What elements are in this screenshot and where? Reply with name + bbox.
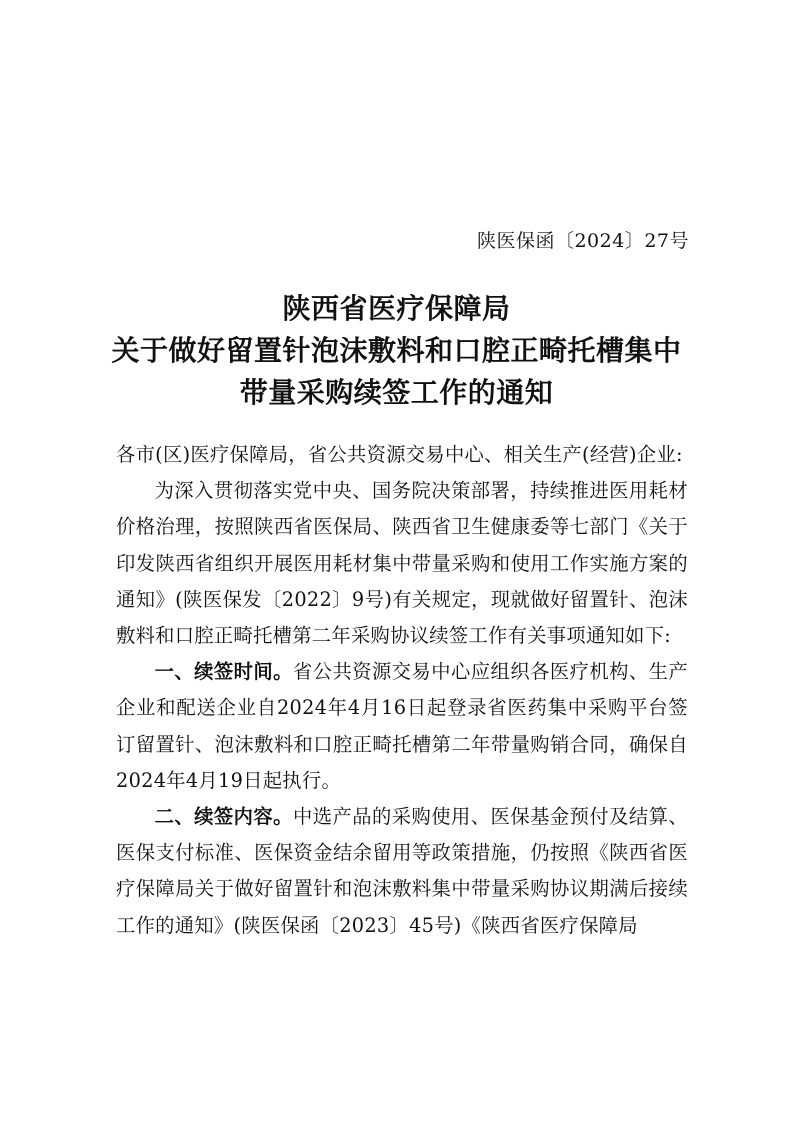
- section-heading-2: 二、续签内容。: [154, 805, 293, 829]
- section-paragraph-1: [116, 654, 688, 799]
- section-text-2: 中选产品的采购使用、医保基金预付及结算、医保支付标准、医保资金结余留用等政策措施，仍按照《陕西省医疗保障局关于做好留置针和泡沫敷料集中带量采购协议期满后接续工作的通知》(陕医保函〔2023〕45号)《陕西省医疗保障局: [116, 805, 688, 937]
- salutation: 各市(区)医疗保障局，省公共资源交易中心、相关生产(经营)企业:: [116, 443, 683, 466]
- document-number: 陕医保函〔2024〕27号: [476, 230, 689, 252]
- document-body: [116, 437, 688, 944]
- title-line-1: 陕西省医疗保障局: [282, 292, 511, 325]
- section-paragraph-2: [116, 799, 688, 944]
- section-heading-1: 一、续签时间。: [154, 660, 293, 684]
- title-line-2: 关于做好留置针泡沫敷料和口腔正畸托槽集中: [111, 334, 682, 367]
- intro-paragraph: 为深入贯彻落实党中央、国务院决策部署，持续推进医用耗材价格治理，按照陕西省医保局、陕西省卫生健康委等七部门《关于印发陕西省组织开展医用耗材集中带量采购和使用工作实施方案的通知》(陕医保发〔2022〕9号)有关规定，现就做好留置针、泡沫敷料和口腔正畸托槽第二年采购协议续签工作有关事项通知如下:: [116, 479, 688, 648]
- title-line-3: 带量采购续签工作的通知: [239, 376, 554, 409]
- section-text-1: 省公共资源交易中心应组织各医疗机构、生产企业和配送企业自2024年4月16日起登录省医药集中采购平台签订留置针、泡沫敷料和口腔正畸托槽第二年带量购销合同，确保自2024年4月19日起执行。: [116, 660, 688, 792]
- document-title: [90, 288, 703, 414]
